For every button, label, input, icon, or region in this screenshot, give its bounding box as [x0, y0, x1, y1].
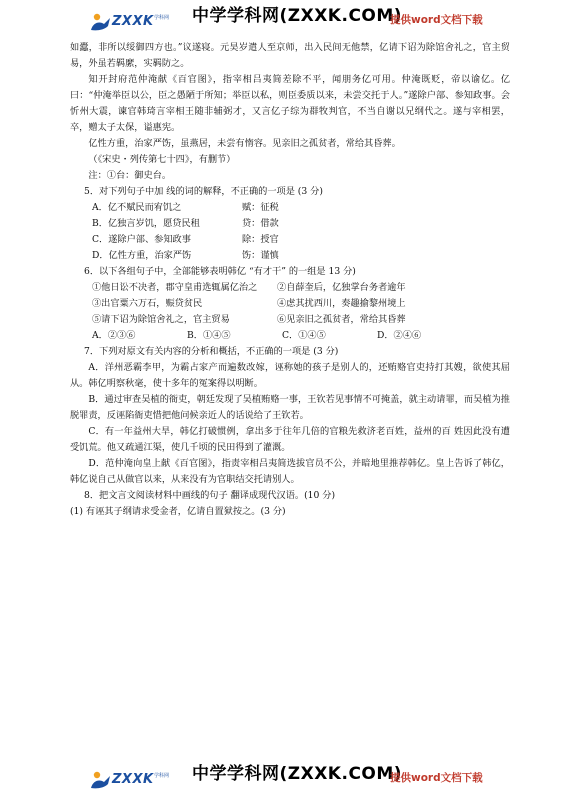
header-tagline: 提供word文档下载	[390, 14, 483, 26]
option-text: A．亿不赋民而宥饥之	[92, 202, 182, 213]
passage-paragraph-1: 知开封府范仲淹献《百官图》，指宰相吕夷简差除不平，闻朋务亿可用。仲淹既贬，帝以谕亿。亿曰：“仲淹举臣以公，臣之愚陋于所知；举臣以私，则臣委质以来，未尝交托于人。”遂除户部、参知政事。会忻州大震，谏官韩琦言宰相王随非辅弼才，又言亿子综为群牧判官，不当自谢以兄纲代之。遂与宰相罢，卒，赠太子太保，谥惠宪。	[70, 74, 510, 133]
option-gloss: 除：授官	[242, 234, 279, 245]
question-6-item: ②自薛奎后，亿独掌台务者逾年	[277, 282, 406, 293]
question-6-choice: A．②③⑥	[92, 330, 136, 341]
question-7-stem: 7．下列对原文有关内容的分析和概括，不正确的一项是 (3 分)	[84, 346, 339, 357]
question-5-option	[70, 232, 510, 248]
question-7-option-d: D．范仲淹向皇上献《百官图》，指责宰相吕夷简选拔官员不公，并暗地里推荐韩亿。皇上告诉了韩亿，韩亿说自己从做官以来，从来没有为官职结交托请别人。	[70, 458, 510, 485]
passage-source: （《宋史・列传第七十四》，有删节）	[88, 154, 236, 165]
logo-text: ZXXK	[112, 772, 154, 787]
question-6-choice: D．②④⑥	[377, 330, 422, 341]
question-6-choice: C．①④⑤	[282, 330, 326, 341]
question-7-option-c: C．有一年益州大旱，韩亿打破惯例，拿出多于往年几倍的官粮先救济老百姓，益州的百 姓因此没有遭受饥荒。他又疏通江渠，使几千顷的民田得到了灌溉。	[70, 426, 510, 453]
site-title: 中学学科网(ZXXK.COM)	[192, 6, 403, 26]
page-footer	[0, 766, 570, 792]
question-6-item: ⑥见亲旧之孤贫者，常给其昏葬	[277, 314, 406, 325]
logo-subtext: 学科网	[154, 773, 170, 779]
option-text: D．亿性方重，治家严饬	[92, 250, 192, 261]
question-6-choice: B．①④⑤	[187, 330, 231, 341]
question-5-stem: 5．对下列句子中加 线的词的解释，不正确的一项是 (3 分)	[84, 186, 323, 197]
question-8-stem: 8．把文言文阅读材料中画线的句子 翻译成现代汉语。(10 分)	[84, 490, 336, 501]
question-6-item: ④虑其扰西川，奏趣揄黎州境上	[277, 298, 406, 309]
question-6-items-row	[70, 312, 510, 328]
passage-paragraph-2: 亿性方重，治家严饬，虽燕居，未尝有惰容。见亲旧之孤贫者，常给其昏葬。	[88, 138, 401, 149]
question-6-item: ①他日讼不决者，郡守皇甫选辄属亿治之	[92, 282, 258, 293]
question-6-items-row	[70, 296, 510, 312]
site-title: 中学学科网(ZXXK.COM)	[192, 764, 403, 784]
page-header	[0, 8, 570, 34]
question-6-items-row	[70, 280, 510, 296]
question-6-item: ③出官粟六万石，赈贷贫民	[92, 298, 203, 309]
question-5-option	[70, 216, 510, 232]
option-gloss: 贷：借款	[242, 218, 279, 229]
footer-tagline: 提供word文档下载	[390, 772, 483, 784]
question-8-sub-1: (1) 有诬其子纲请求受金者，亿请自置狱按之。(3 分)	[70, 506, 286, 517]
question-5-option	[70, 200, 510, 216]
zxxk-logo	[88, 770, 180, 790]
question-5-option	[70, 248, 510, 264]
question-6-choices	[70, 328, 510, 344]
logo-text: ZXXK	[112, 14, 154, 29]
logo-figure-icon	[88, 770, 114, 790]
document-body	[70, 40, 510, 520]
passage-note: 注：①台：御史台。	[88, 170, 172, 181]
logo-subtext: 学科网	[154, 15, 170, 21]
option-text: B．亿独言岁饥，愿贷民租	[92, 218, 200, 229]
question-6-stem: 6．以下各组句子中，全部能够表明韩亿 “有才干” 的一组是 13 分)	[84, 266, 356, 277]
question-7-option-b: B．通过审查吴植的衙吏，朝廷发现了吴植贿赂一事，王钦若见事情不可掩盖，就主动请罪，而吴植为推脱罪责，反诬陷衙吏惜把他问候亲近人的话说给了王钦若。	[70, 394, 510, 421]
zxxk-logo	[88, 12, 180, 32]
option-gloss: 赋：征税	[242, 202, 279, 213]
passage-paragraph-0: 如蠹，非所以绥御四方也。”议遂寝。元昊岁遣人至京师，出入民间无他禁，亿请下诏为除馆舍礼之，官主贸易，外虽若羁縻，实羁防之。	[70, 42, 510, 69]
question-6-item: ⑤请下诏为除馆舍礼之，官主贸易	[92, 314, 230, 325]
option-gloss: 饬：谨慎	[242, 250, 279, 261]
logo-figure-icon	[88, 12, 114, 32]
option-text: C．遂除户部、参知政事	[92, 234, 191, 245]
question-7-option-a: A．洋州恶霸李甲，为霸占家产而遍数改嫁，诬称她的孩子是别人的，还贿赂官吏持打其嫂，欲使其屈从。韩亿明察秋毫，使十多年的冤案得以明断。	[70, 362, 510, 389]
